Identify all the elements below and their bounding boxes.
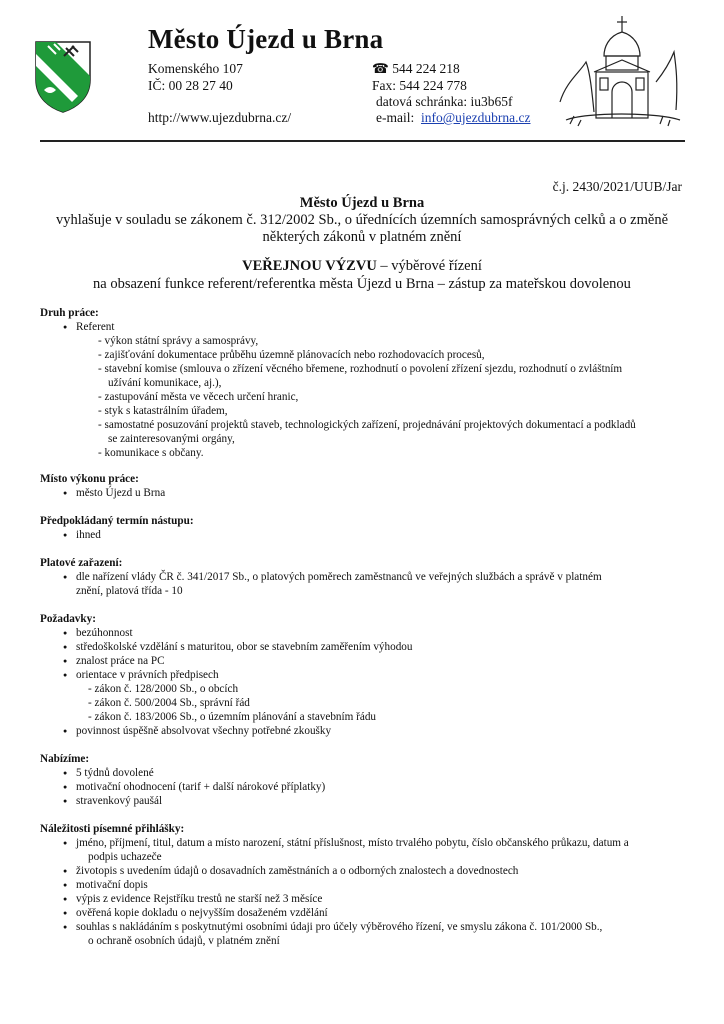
list-item: ● Referent — [40, 320, 685, 334]
duty-item: - styk s katastrálním úřadem, — [98, 405, 228, 417]
duty-item: - komunikace s občany. — [98, 447, 204, 459]
section-heading-plat: Platové zařazení: — [40, 557, 123, 569]
nalezitosti-list — [40, 836, 685, 948]
duty-item: - výkon státní správy a samosprávy, — [98, 335, 259, 347]
pozadavky-list — [40, 626, 685, 738]
email-line — [376, 110, 531, 126]
section-heading-termin: Předpokládaný termín nástupu: — [40, 515, 194, 527]
law-item: - zákon č. 183/2006 Sb., o územním plánování a stavebním řádu — [88, 711, 377, 723]
purpose-line: na obsazení funkce referent/referentka města Újezd u Brna – zástup za mateřskou dovolenou — [93, 276, 631, 292]
termin-list — [40, 528, 685, 542]
header-divider — [40, 140, 685, 142]
reference-number: č.j. 2430/2021/UUB/Jar — [552, 179, 682, 194]
duty-item: - samostatné posuzování projektů staveb, technologických zařízení, projednávání projektových dokumentací a podkladů — [98, 419, 636, 431]
data-box: datová schránka: iu3b65f — [376, 94, 513, 109]
fax: Fax: 544 224 778 — [372, 78, 467, 93]
section-heading-nalezitosti: Náležitosti písemné přihlášky: — [40, 823, 185, 835]
list-item: ● ihned — [40, 528, 685, 542]
plat-list — [40, 570, 685, 598]
list-item: ● 5 týdnů dovolené — [40, 766, 685, 780]
email-label: e-mail: — [376, 110, 415, 125]
chapel-illustration — [556, 12, 686, 130]
list-item-cont: znění, platová třída - 10 — [76, 585, 183, 597]
duty-item: - zastupování města ve věcech určení hranic, — [98, 391, 299, 403]
misto-list — [40, 486, 685, 500]
announcement-text — [36, 212, 688, 246]
list-item-cont: podpis uchazeče — [88, 851, 162, 863]
announcement-line-2: některých zákonů v platném znění — [262, 229, 462, 245]
section-heading-pozadavky: Požadavky: — [40, 613, 96, 625]
list-item: ● výpis z evidence Rejstříku trestů ne starší než 3 měsíce — [40, 892, 685, 906]
duty-item-cont: se zainteresovanými orgány, — [108, 433, 235, 445]
phone: ☎ 544 224 218 — [372, 61, 460, 76]
announcer-city: Město Újezd u Brna — [299, 195, 425, 211]
list-item: ● motivační dopis — [40, 878, 685, 892]
website-link[interactable]: http://www.ujezdubrna.cz/ — [148, 110, 292, 125]
list-item: ● město Újezd u Brna — [40, 486, 685, 500]
duty-item-cont: užívání komunikace, aj.), — [108, 377, 222, 389]
city-crest-logo — [34, 40, 92, 114]
druh-list — [40, 320, 685, 334]
company-id: IČ: 00 28 27 40 — [148, 78, 233, 93]
list-item-cont: o ochraně osobních údajů, v platném znění — [88, 935, 280, 947]
list-item: ● souhlas s nakládáním s poskytnutými osobními údaji pro účely výběrového řízení, ve smyslu zákona č. 101/2000 Sb., — [40, 920, 685, 934]
list-item: ● motivační ohodnocení (tarif + další nárokové příplatky) — [40, 780, 685, 794]
list-item: ● životopis s uvedením údajů o dosavadních zaměstnáních a o odborných znalostech a dovednostech — [40, 864, 685, 878]
law-item: - zákon č. 128/2000 Sb., o obcích — [88, 683, 239, 695]
email-link[interactable]: info@ujezdubrna.cz — [420, 110, 531, 125]
announcement-line-1: vyhlašuje v souladu se zákonem č. 312/2002 Sb., o úřednících územních samosprávných celků a o změně — [55, 212, 669, 228]
law-item: - zákon č. 500/2004 Sb., správní řád — [88, 697, 250, 709]
section-heading-druh: Druh práce: — [40, 307, 99, 319]
druh-duties-list — [40, 334, 685, 460]
list-item: ● jméno, příjmení, titul, datum a místo narození, státní příslušnost, místo trvalého pobytu, číslo občanského průkazu, datum a — [40, 836, 685, 850]
list-item: ● dle nařízení vlády ČR č. 341/2017 Sb., o platových poměrech zaměstnanců ve veřejných službách a správě v platném — [40, 570, 685, 584]
address: Komenského 107 — [148, 61, 243, 76]
call-rest: – výběrové řízení — [376, 258, 482, 274]
city-title: Město Újezd u Brna — [148, 24, 384, 54]
duty-item: - zajišťování dokumentace průběhu územně plánovacích nebo rozhodovacích procesů, — [98, 349, 485, 361]
list-item: ● bezúhonnost — [40, 626, 685, 640]
nabizime-list — [40, 766, 685, 808]
list-item: ● středoškolské vzdělání s maturitou, obor se stavebním zaměřením výhodou — [40, 640, 685, 654]
list-item: ● ověřená kopie dokladu o nejvyšším dosaženém vzdělání — [40, 906, 685, 920]
list-item: ● povinnost úspěšně absolvovat všechny potřebné zkoušky — [40, 724, 685, 738]
list-item: ● znalost práce na PC — [40, 654, 685, 668]
list-item: ● stravenkový paušál — [40, 794, 685, 808]
section-heading-misto: Místo výkonu práce: — [40, 473, 139, 485]
duty-item: - stavební komise (smlouva o zřízení věcného břemene, rozhodnutí o povolení zřízení sjezdu, rozhodnutí o zvláštním — [98, 363, 623, 375]
call-title — [36, 258, 688, 275]
section-heading-nabizime: Nabízíme: — [40, 753, 90, 765]
list-item: ● orientace v právních předpisech — [40, 668, 685, 682]
call-bold: VEŘEJNOU VÝZVU — [242, 258, 377, 274]
document-body — [40, 306, 685, 948]
